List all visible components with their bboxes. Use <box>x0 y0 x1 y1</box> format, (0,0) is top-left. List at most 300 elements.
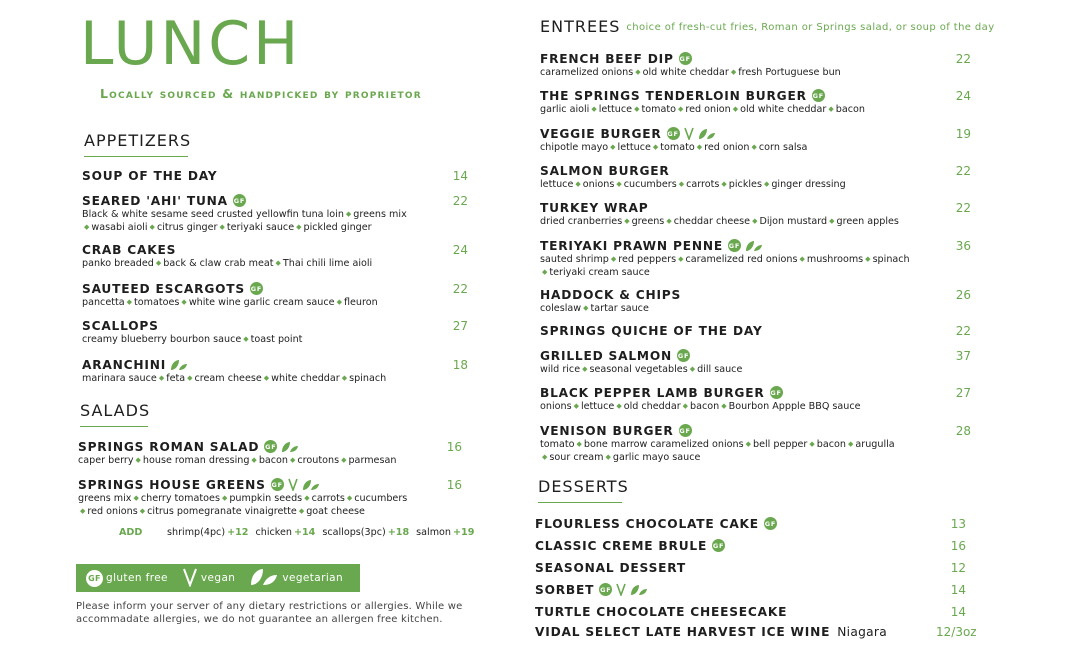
item-description <box>540 178 846 191</box>
separator-icon: ◆ <box>678 180 685 188</box>
item-description <box>540 141 807 154</box>
item-name-text: ARANCHINI <box>82 357 167 372</box>
description-part: lettuce <box>540 179 574 190</box>
salads-heading: SALADS <box>80 401 151 420</box>
menu-item <box>82 168 217 183</box>
description-part: fresh Portuguese bun <box>738 67 841 78</box>
add-option-price: +12 <box>227 527 249 538</box>
gluten-free-icon: GF <box>770 386 783 399</box>
menu-item <box>78 477 407 518</box>
menu-item <box>540 238 910 279</box>
menu-item <box>540 287 681 315</box>
description-part: tomato <box>641 104 676 115</box>
salads-rule <box>80 426 148 427</box>
item-name-text: SAUTEED ESCARGOTS <box>82 281 245 296</box>
item-name-text: CRAB CAKES <box>82 242 177 257</box>
item-origin: Niagara <box>837 624 887 639</box>
gluten-free-icon: GF <box>728 239 741 252</box>
item-price: 22 <box>452 194 468 208</box>
separator-icon: ◆ <box>582 365 588 373</box>
description-part: white cheddar <box>271 373 340 384</box>
dietary-legend <box>76 564 360 592</box>
separator-icon: ◆ <box>304 494 310 502</box>
item-name <box>82 318 302 333</box>
description-part: carrots <box>311 493 345 504</box>
description-part: white wine garlic cream sauce <box>188 297 335 308</box>
item-name-text: HADDOCK & CHIPS <box>540 287 682 302</box>
separator-icon: ◆ <box>682 402 689 410</box>
item-name-text: VENISON BURGER <box>540 423 674 438</box>
item-name <box>535 538 725 553</box>
vegetarian-icon <box>302 479 320 491</box>
separator-icon: ◆ <box>263 374 270 382</box>
gluten-free-icon: GF <box>233 194 246 207</box>
description-part: pickled ginger <box>303 222 372 233</box>
separator-icon: ◆ <box>149 223 155 231</box>
item-name <box>82 193 407 208</box>
description-part: bone marrow caramelized onions <box>583 439 744 450</box>
separator-icon: ◆ <box>666 217 672 225</box>
description-part: spinach <box>349 373 387 384</box>
item-name-text: SCALLOPS <box>82 318 159 333</box>
description-part: red peppers <box>618 254 677 265</box>
separator-icon: ◆ <box>219 223 225 231</box>
item-price: 12/3oz <box>936 625 977 639</box>
add-option <box>255 527 315 538</box>
description-part: lettuce <box>617 142 651 153</box>
separator-icon: ◆ <box>591 105 597 113</box>
separator-icon: ◆ <box>341 456 347 464</box>
description-part: old cheddar <box>623 401 681 412</box>
item-name <box>540 238 910 253</box>
entrees-note: choice of fresh-cut fries, Roman or Springs salad, or soup of the day <box>626 22 995 33</box>
separator-icon: ◆ <box>752 217 758 225</box>
item-price: 24 <box>955 89 971 103</box>
description-part: bacon <box>835 104 865 115</box>
description-part: caper berry <box>78 455 134 466</box>
item-name-text: SOUP OF THE DAY <box>82 168 218 183</box>
add-option <box>416 527 474 538</box>
separator-icon: ◆ <box>181 298 187 306</box>
description-part: tomato <box>660 142 695 153</box>
item-name-text: SEARED 'AHI' TUNA <box>82 193 228 208</box>
item-name <box>540 287 681 302</box>
description-part: pumpkin seeds <box>229 493 303 504</box>
description-part: greens mix <box>78 493 132 504</box>
description-part: red onions <box>87 506 138 517</box>
desserts-rule <box>538 502 622 503</box>
item-name <box>78 439 396 454</box>
item-name <box>535 624 887 639</box>
separator-icon: ◆ <box>221 494 228 502</box>
item-name <box>540 348 742 363</box>
entrees-heading-row <box>540 17 995 36</box>
separator-icon: ◆ <box>828 105 834 113</box>
item-name-text: SPRINGS HOUSE GREENS <box>78 477 266 492</box>
item-price: 28 <box>955 424 971 438</box>
separator-icon: ◆ <box>799 255 805 263</box>
item-name <box>82 281 378 296</box>
description-part: spinach <box>872 254 910 265</box>
separator-icon: ◆ <box>732 105 739 113</box>
menu-item <box>82 357 386 385</box>
item-name-text: SEASONAL DESSERT <box>535 560 687 575</box>
separator-icon: ◆ <box>298 507 305 515</box>
add-option-name: shrimp(4pc) <box>167 527 226 538</box>
description-part: tomato <box>540 439 575 450</box>
item-price: 24 <box>452 243 468 257</box>
item-description <box>78 492 407 505</box>
item-description <box>540 400 861 413</box>
gluten-free-icon: GF <box>679 424 692 437</box>
item-name-text: TURKEY WRAP <box>540 200 649 215</box>
separator-icon: ◆ <box>80 507 86 515</box>
menu-item <box>82 242 372 270</box>
description-part: onions <box>582 179 615 190</box>
description-part: cheddar cheese <box>673 216 751 227</box>
description-part: seasonal vegetables <box>589 364 688 375</box>
gluten-free-icon: GF <box>679 52 692 65</box>
gluten-free-icon: GF <box>264 440 277 453</box>
description-part: tomatoes <box>134 297 180 308</box>
item-price: 14 <box>950 583 966 597</box>
add-option <box>167 527 248 538</box>
vegan-icon <box>182 567 198 590</box>
description-part: red onion <box>685 104 731 115</box>
description-part: Thai chili lime aioli <box>282 258 373 269</box>
item-name-text: SORBET <box>535 582 595 597</box>
item-price: 27 <box>955 386 971 400</box>
desserts-heading: DESSERTS <box>538 477 629 496</box>
gluten-free-icon: GF <box>764 517 777 530</box>
item-name-text: TURTLE CHOCOLATE CHEESECAKE <box>535 604 788 619</box>
add-option-name: salmon <box>416 527 451 538</box>
gluten-free-icon: GF <box>250 282 263 295</box>
item-name-text: SALMON BURGER <box>540 163 670 178</box>
separator-icon: ◆ <box>135 456 141 464</box>
vegetarian-icon <box>745 240 763 252</box>
item-description <box>540 253 910 266</box>
item-price: 16 <box>446 440 462 454</box>
separator-icon: ◆ <box>575 180 581 188</box>
menu-item <box>535 582 648 597</box>
description-part: greens <box>631 216 665 227</box>
description-part: Dijon mustard <box>759 216 828 227</box>
separator-icon: ◆ <box>635 68 641 76</box>
description-part: garlic aioli <box>540 104 590 115</box>
add-option-name: chicken <box>255 527 292 538</box>
item-description <box>78 505 407 518</box>
menu-item <box>540 163 846 191</box>
separator-icon: ◆ <box>158 374 165 382</box>
vegetarian-icon <box>249 567 279 590</box>
item-name <box>540 423 895 438</box>
description-part: corn salsa <box>758 142 808 153</box>
description-part: citrus pomegranate vinaigrette <box>147 506 297 517</box>
item-name-text: FLOURLESS CHOCOLATE CAKE <box>535 516 759 531</box>
menu-item <box>535 516 777 531</box>
separator-icon: ◆ <box>573 402 579 410</box>
item-price: 13 <box>950 517 966 531</box>
description-part: cream cheese <box>194 373 262 384</box>
menu-item <box>535 560 686 575</box>
description-part: pickles <box>728 179 762 190</box>
item-description <box>540 363 742 376</box>
description-part: lettuce <box>598 104 633 115</box>
description-part: fleuron <box>343 297 378 308</box>
item-name-text: SPRINGS QUICHE OF THE DAY <box>540 323 763 338</box>
description-part: old white cheddar <box>740 104 827 115</box>
item-price: 37 <box>955 349 971 363</box>
vegetarian-icon <box>170 359 188 371</box>
item-name-text: GRILLED SALMON <box>540 348 673 363</box>
add-label: ADD <box>119 527 143 538</box>
item-name <box>540 126 807 141</box>
description-part: back & claw crab meat <box>163 258 274 269</box>
description-part: croutons <box>297 455 340 466</box>
menu-item <box>535 624 887 639</box>
appetizers-heading: APPETIZERS <box>84 131 192 150</box>
add-option <box>322 527 409 538</box>
menu-item <box>535 538 725 553</box>
item-price: 22 <box>955 324 971 338</box>
description-part: carrots <box>686 179 720 190</box>
description-part: tartar sauce <box>590 303 649 314</box>
item-name <box>540 385 861 400</box>
add-option-name: scallops(3pc) <box>322 527 386 538</box>
separator-icon: ◆ <box>336 298 342 306</box>
separator-icon: ◆ <box>84 223 90 231</box>
separator-icon: ◆ <box>290 456 296 464</box>
vegetarian-icon <box>698 128 716 140</box>
item-name <box>535 560 686 575</box>
description-part: citrus ginger <box>156 222 218 233</box>
separator-icon: ◆ <box>624 217 630 225</box>
description-part: sour cream <box>549 452 604 463</box>
separator-icon: ◆ <box>677 105 684 113</box>
description-part: bell pepper <box>752 439 808 450</box>
item-name <box>540 200 899 215</box>
menu-item <box>78 439 396 467</box>
item-description <box>540 451 895 464</box>
menu-item <box>540 323 763 338</box>
item-name <box>540 88 865 103</box>
description-part: old white cheddar <box>642 67 729 78</box>
vegan-icon <box>616 583 626 596</box>
add-option-price: +18 <box>387 527 410 538</box>
separator-icon: ◆ <box>610 143 616 151</box>
legend-gluten-free-label: gluten free <box>106 572 168 584</box>
description-part: caramelized red onions <box>685 254 798 265</box>
legend-gluten-free <box>86 570 168 587</box>
item-description <box>540 302 681 315</box>
description-part: caramelized onions <box>540 67 634 78</box>
item-name <box>78 477 407 492</box>
menu-item <box>82 193 407 234</box>
item-name <box>535 516 777 531</box>
separator-icon: ◆ <box>847 440 854 448</box>
item-price: 14 <box>452 169 468 183</box>
separator-icon: ◆ <box>763 180 770 188</box>
add-option-price: +14 <box>293 527 316 538</box>
separator-icon: ◆ <box>865 255 871 263</box>
separator-icon: ◆ <box>583 304 589 312</box>
separator-icon: ◆ <box>345 210 352 218</box>
separator-icon: ◆ <box>652 143 659 151</box>
separator-icon: ◆ <box>616 180 622 188</box>
item-description <box>82 333 302 346</box>
gluten-free-icon: GF <box>812 89 825 102</box>
appetizers-rule <box>84 156 188 157</box>
item-price: 27 <box>452 319 468 333</box>
separator-icon: ◆ <box>126 298 133 306</box>
item-name <box>535 582 648 597</box>
separator-icon: ◆ <box>341 374 348 382</box>
item-name-text: VIDAL SELECT LATE HARVEST ICE WINE <box>535 624 831 639</box>
separator-icon: ◆ <box>133 494 139 502</box>
separator-icon: ◆ <box>542 453 548 461</box>
menu-item <box>540 88 865 116</box>
item-name <box>82 242 372 257</box>
description-part: bacon <box>258 455 289 466</box>
add-option-price: +19 <box>453 527 475 538</box>
description-part: wild rice <box>540 364 581 375</box>
separator-icon: ◆ <box>696 143 703 151</box>
item-description <box>82 296 378 309</box>
vegetarian-icon <box>281 441 299 453</box>
separator-icon: ◆ <box>139 507 146 515</box>
item-name <box>540 323 763 338</box>
gluten-free-icon: GF <box>712 539 725 552</box>
item-description <box>540 66 841 79</box>
description-part: mushrooms <box>806 254 864 265</box>
description-part: toast point <box>250 334 303 345</box>
description-part: cherry tomatoes <box>140 493 220 504</box>
item-price: 26 <box>955 288 971 302</box>
item-price: 12 <box>950 561 966 575</box>
separator-icon: ◆ <box>346 494 353 502</box>
description-part: panko breaded <box>82 258 154 269</box>
item-price: 22 <box>452 282 468 296</box>
separator-icon: ◆ <box>745 440 751 448</box>
separator-icon: ◆ <box>829 217 835 225</box>
item-price: 22 <box>955 164 971 178</box>
menu-item <box>540 51 841 79</box>
legend-vegan-label: vegan <box>200 572 236 584</box>
separator-icon: ◆ <box>155 259 162 267</box>
separator-icon: ◆ <box>542 268 548 276</box>
description-part: teriyaki cream sauce <box>549 267 650 278</box>
separator-icon: ◆ <box>243 335 249 343</box>
description-part: dried cranberries <box>540 216 623 227</box>
description-part: teriyaki sauce <box>226 222 295 233</box>
item-price: 22 <box>955 52 971 66</box>
description-part: red onion <box>704 142 750 153</box>
separator-icon: ◆ <box>751 143 757 151</box>
item-description <box>82 257 372 270</box>
item-name <box>82 357 386 372</box>
add-ons-row <box>119 527 481 538</box>
description-part: green apples <box>836 216 899 227</box>
item-price: 16 <box>950 539 966 553</box>
description-part: goat cheese <box>306 506 365 517</box>
separator-icon: ◆ <box>605 453 611 461</box>
item-name-text: FRENCH BEEF DIP <box>540 51 674 66</box>
item-name <box>540 163 846 178</box>
description-part: chipotle mayo <box>540 142 609 153</box>
menu-subtitle: Locally sourced & handpicked by proprietor <box>100 86 422 101</box>
item-price: 18 <box>452 358 468 372</box>
description-part: bacon <box>690 401 720 412</box>
item-description <box>540 266 910 279</box>
separator-icon: ◆ <box>689 365 696 373</box>
menu-item <box>540 385 861 413</box>
separator-icon: ◆ <box>730 68 737 76</box>
description-part: bacon <box>816 439 846 450</box>
add-options <box>167 527 481 538</box>
item-name-text: SPRINGS ROMAN SALAD <box>78 439 260 454</box>
description-part: house roman dressing <box>142 455 250 466</box>
item-name <box>535 604 787 619</box>
item-description <box>78 454 396 467</box>
description-part: parmesan <box>348 455 397 466</box>
allergy-notice: Please inform your server of any dietary restrictions or allergies. While we accommadate allergies, we do not guarantee an allergen free kitchen. <box>76 601 463 625</box>
description-part: dill sauce <box>697 364 743 375</box>
legend-vegetarian <box>249 567 343 590</box>
separator-icon: ◆ <box>187 374 193 382</box>
item-description <box>540 438 895 451</box>
item-price: 22 <box>955 201 971 215</box>
item-name-text: CLASSIC CREME BRULE <box>535 538 708 553</box>
item-price: 36 <box>955 239 971 253</box>
description-part: lettuce <box>580 401 615 412</box>
gluten-free-icon: GF <box>667 127 680 140</box>
description-part: marinara sauce <box>82 373 157 384</box>
item-name-text: THE SPRINGS TENDERLOIN BURGER <box>540 88 807 103</box>
item-name-text: VEGGIE BURGER <box>540 126 662 141</box>
separator-icon: ◆ <box>296 223 302 231</box>
separator-icon: ◆ <box>809 440 815 448</box>
item-name <box>540 51 841 66</box>
separator-icon: ◆ <box>634 105 640 113</box>
menu-item <box>535 604 787 619</box>
item-price: 19 <box>955 127 971 141</box>
description-part: greens mix <box>353 209 407 220</box>
vegan-icon <box>684 127 694 140</box>
item-price: 16 <box>446 478 462 492</box>
item-description <box>82 208 407 221</box>
menu-item <box>540 423 895 464</box>
description-part: onions <box>540 401 572 412</box>
entrees-heading: ENTREES <box>540 17 621 36</box>
menu-item <box>82 318 302 346</box>
item-name <box>82 168 217 183</box>
description-part: feta <box>166 373 186 384</box>
menu-title: LUNCH <box>80 9 302 79</box>
description-part: wasabi aioli <box>91 222 148 233</box>
gluten-free-icon: GF <box>86 570 103 587</box>
separator-icon: ◆ <box>251 456 257 464</box>
item-name-text: BLACK PEPPER LAMB BURGER <box>540 385 765 400</box>
gluten-free-icon: GF <box>271 478 284 491</box>
legend-vegan <box>182 567 235 590</box>
vegetarian-icon <box>630 584 648 596</box>
vegan-icon <box>288 478 298 491</box>
description-part: ginger dressing <box>771 179 846 190</box>
description-part: Bourbon Appple BBQ sauce <box>728 401 861 412</box>
separator-icon: ◆ <box>610 255 617 263</box>
item-description <box>82 372 386 385</box>
